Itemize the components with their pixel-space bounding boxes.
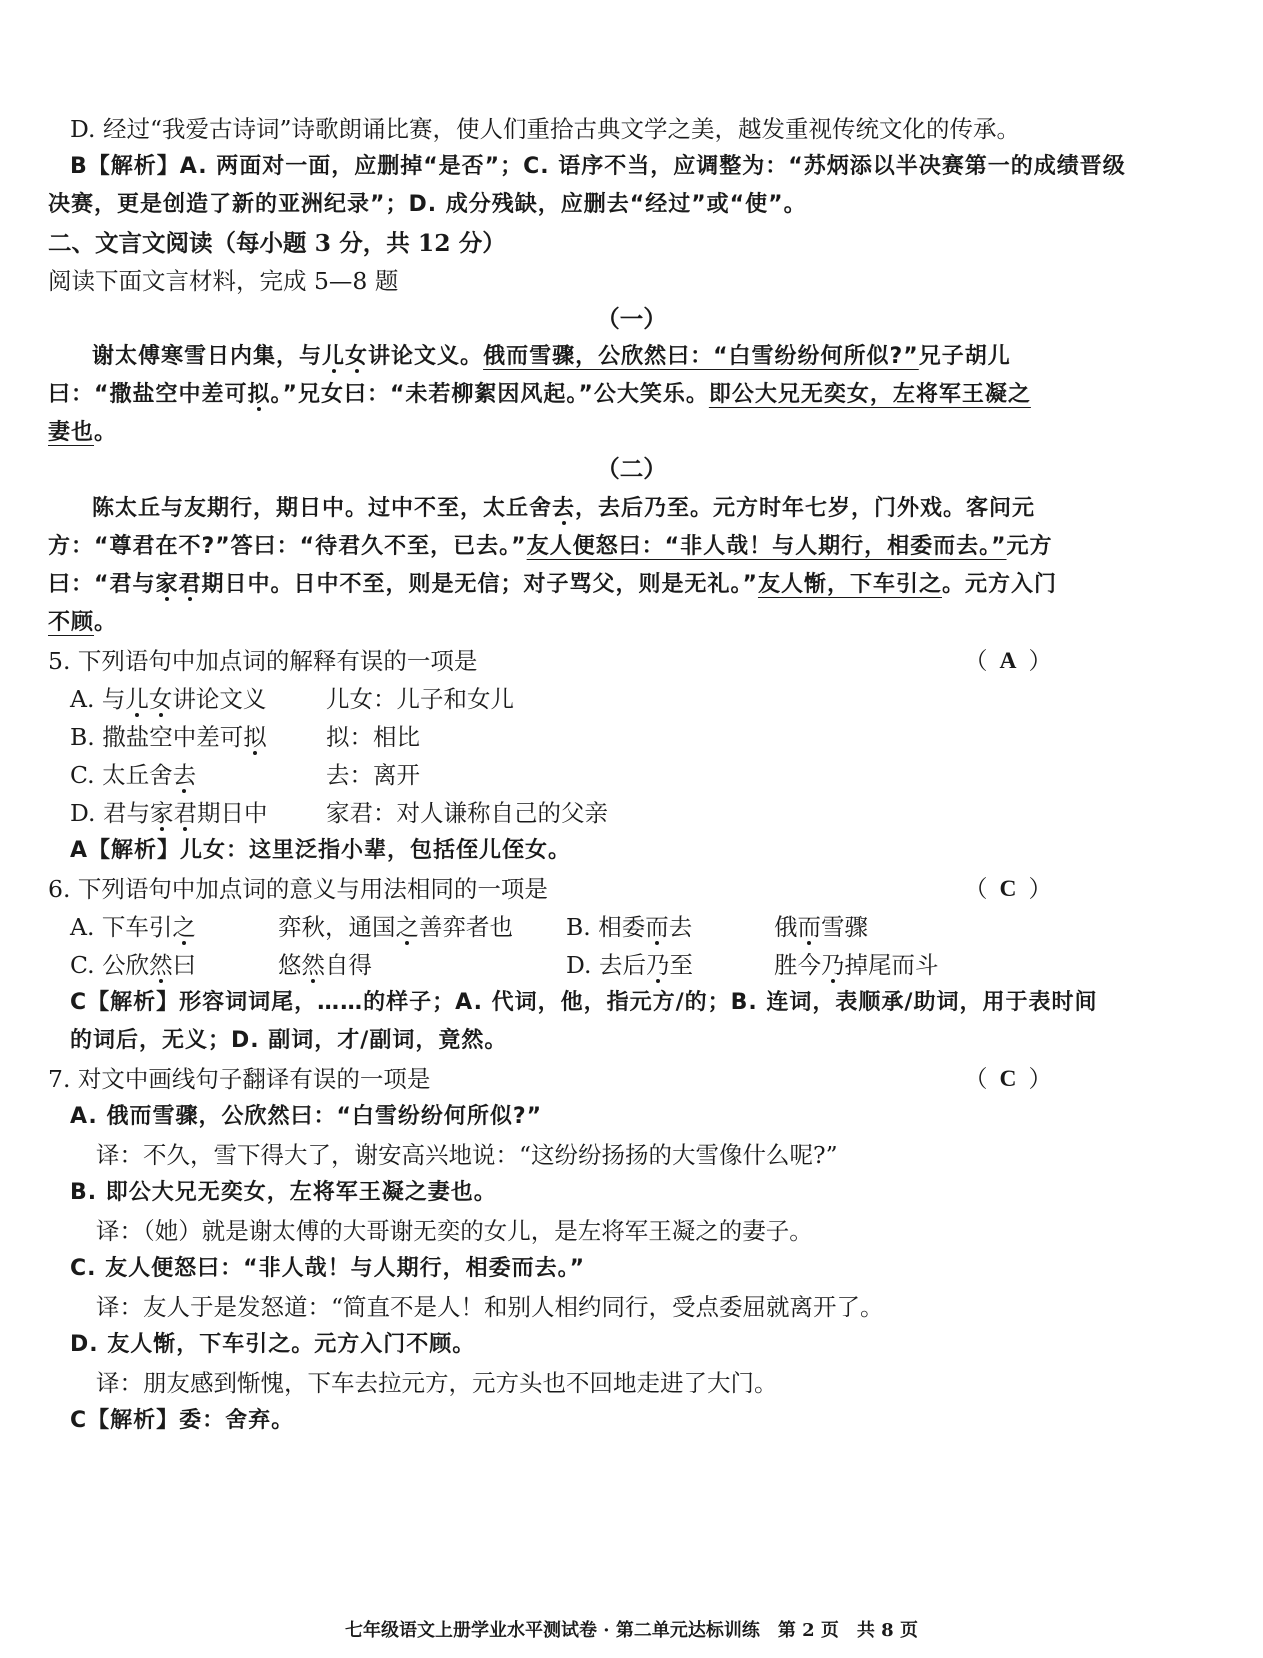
q7-translation-a: 译：不久，雪下得大了，谢安高兴地说：“这纷纷扬扬的大雪像什么呢?” <box>96 1141 838 1169</box>
q5-answer: A <box>999 648 1017 674</box>
passage1-line1: 谢太傅寒雪日内集，与儿女讲论文义。俄而雪骤，公欣然曰：“白雪纷纷何所似?”兄子胡儿 <box>92 344 1011 369</box>
passage2-line3: 曰：“君与家君期日中。日中不至，则是无信；对子骂父，则是无礼。”友人惭，下车引之。元方入门 <box>48 572 1057 597</box>
underlined-sentence: 不顾 <box>48 610 95 635</box>
passage2-line1: 陈太丘与友期行，期日中。过中不至，太丘舍去，去后乃至。元方时年七岁，门外戏。客问元 <box>92 496 1036 521</box>
passage2-line2: 方：“尊君在不?”答曰：“待君久不至，已去。”友人便怒曰：“非人哉！与人期行，相委而去。”元方 <box>48 534 1053 559</box>
q7-translation-b: 译：（她）就是谢太傅的大哥谢无奕的女儿，是左将军王凝之的妻子。 <box>96 1217 813 1245</box>
q7-analysis: C【解析】委：舍弃。 <box>70 1408 295 1433</box>
q7-option-c: C. 友人便怒曰：“非人哉！与人期行，相委而去。” <box>70 1256 586 1281</box>
q4-analysis-line2: 决赛，更是创造了新的亚洲纪录”；D. 成分残缺，应删去“经过”或“使”。 <box>48 192 807 217</box>
q6-answer: C <box>999 876 1017 902</box>
q5-gloss-c: 去：离开 <box>326 761 420 789</box>
q7-option-b: B. 即公大兄无奕女，左将军王凝之妻也。 <box>70 1180 497 1205</box>
q5-gloss-a: 儿女：儿子和女儿 <box>326 685 514 713</box>
passage1-line2: 曰：“撒盐空中差可拟。”兄女曰：“未若柳絮因风起。”公大笑乐。即公大兄无奕女，左将军王凝之 <box>48 382 1031 407</box>
passage2-line4: 不顾。 <box>48 610 118 635</box>
q7-option-d: D. 友人惭，下车引之。元方入门不顾。 <box>70 1332 476 1357</box>
page-footer: 七年级语文上册学业水平测试卷 · 第二单元达标训练 第 2 页 共 8 页 <box>345 1620 918 1641</box>
underlined-sentence: 友人惭，下车引之 <box>757 572 942 597</box>
q5-answer-box: （ A ） <box>964 644 1052 678</box>
q7-option-a: A. 俄而雪骤，公欣然曰：“白雪纷纷何所似?” <box>70 1104 543 1129</box>
q6-option-c1: C. 公欣然曰 <box>70 951 197 979</box>
q6-stem: 6. 下列语句中加点词的意义与用法相同的一项是 <box>48 875 548 903</box>
q7-translation-c: 译：友人于是发怒道：“简直不是人！和别人相约同行，受点委屈就离开了。 <box>96 1293 884 1321</box>
q5-gloss-b: 拟：相比 <box>326 723 420 751</box>
q6-option-b2: 俄而雪骤 <box>774 913 868 941</box>
q6-option-c2: 悠然自得 <box>278 951 372 979</box>
q7-answer: C <box>999 1066 1017 1092</box>
q6-option-d2: 胜今乃掉尾而斗 <box>774 951 939 979</box>
q6-analysis-line1: C【解析】形容词词尾，……的样子；A. 代词，他，指元方/的；B. 连词，表顺承/助词，用于表时间 <box>70 990 1098 1015</box>
q5-option-b: B. 撒盐空中差可拟 <box>70 723 267 751</box>
q6-option-b1: B. 相委而去 <box>566 913 693 941</box>
q7-translation-d: 译：朋友感到惭愧，下车去拉元方，元方头也不回地走进了大门。 <box>96 1369 778 1397</box>
passage2-title: （二） <box>596 455 667 483</box>
q6-option-a1: A. 下车引之 <box>70 913 196 941</box>
section-instruction: 阅读下面文言材料，完成 5—8 题 <box>48 267 399 295</box>
q5-option-d: D. 君与家君期日中 <box>70 799 268 827</box>
q5-gloss-d: 家君：对人谦称自己的父亲 <box>326 799 608 827</box>
q7-answer-box: （ C ） <box>964 1062 1052 1096</box>
q5-option-c: C. 太丘舍去 <box>70 761 197 789</box>
q4-option-d: D. 经过“我爱古诗词”诗歌朗诵比赛，使人们重拾古典文学之美，越发重视传统文化的传承。 <box>70 115 1020 143</box>
underlined-sentence: 妻也 <box>48 420 95 445</box>
q5-option-a: A. 与儿女讲论文义 <box>70 685 267 713</box>
underlined-sentence: 即公大兄无奕女，左将军王凝之 <box>708 382 1031 407</box>
q6-analysis-line2: 的词后，无义；D. 副词，才/副词，竟然。 <box>70 1028 508 1053</box>
q6-option-d1: D. 去后乃至 <box>566 951 693 979</box>
q6-option-a2: 弈秋，通国之善弈者也 <box>278 913 513 941</box>
q4-analysis-line1: B【解析】A. 两面对一面，应删掉“是否”；C. 语序不当，应调整为：“苏炳添以半决赛第一的成绩晋级 <box>70 154 1126 179</box>
passage1-line3: 妻也。 <box>48 420 118 445</box>
underlined-sentence: 俄而雪骤，公欣然曰：“白雪纷纷何所似?” <box>483 344 919 369</box>
q5-stem: 5. 下列语句中加点词的解释有误的一项是 <box>48 647 478 675</box>
q7-stem: 7. 对文中画线句子翻译有误的一项是 <box>48 1065 431 1093</box>
underlined-sentence: 友人便怒曰：“非人哉！与人期行，相委而去。” <box>526 534 1007 559</box>
section-heading: 二、文言文阅读（每小题 3 分，共 12 分） <box>48 229 506 257</box>
passage1-title: （一） <box>596 305 667 333</box>
q5-analysis: A【解析】儿女：这里泛指小辈，包括侄儿侄女。 <box>70 838 572 863</box>
q6-answer-box: （ C ） <box>964 872 1052 906</box>
